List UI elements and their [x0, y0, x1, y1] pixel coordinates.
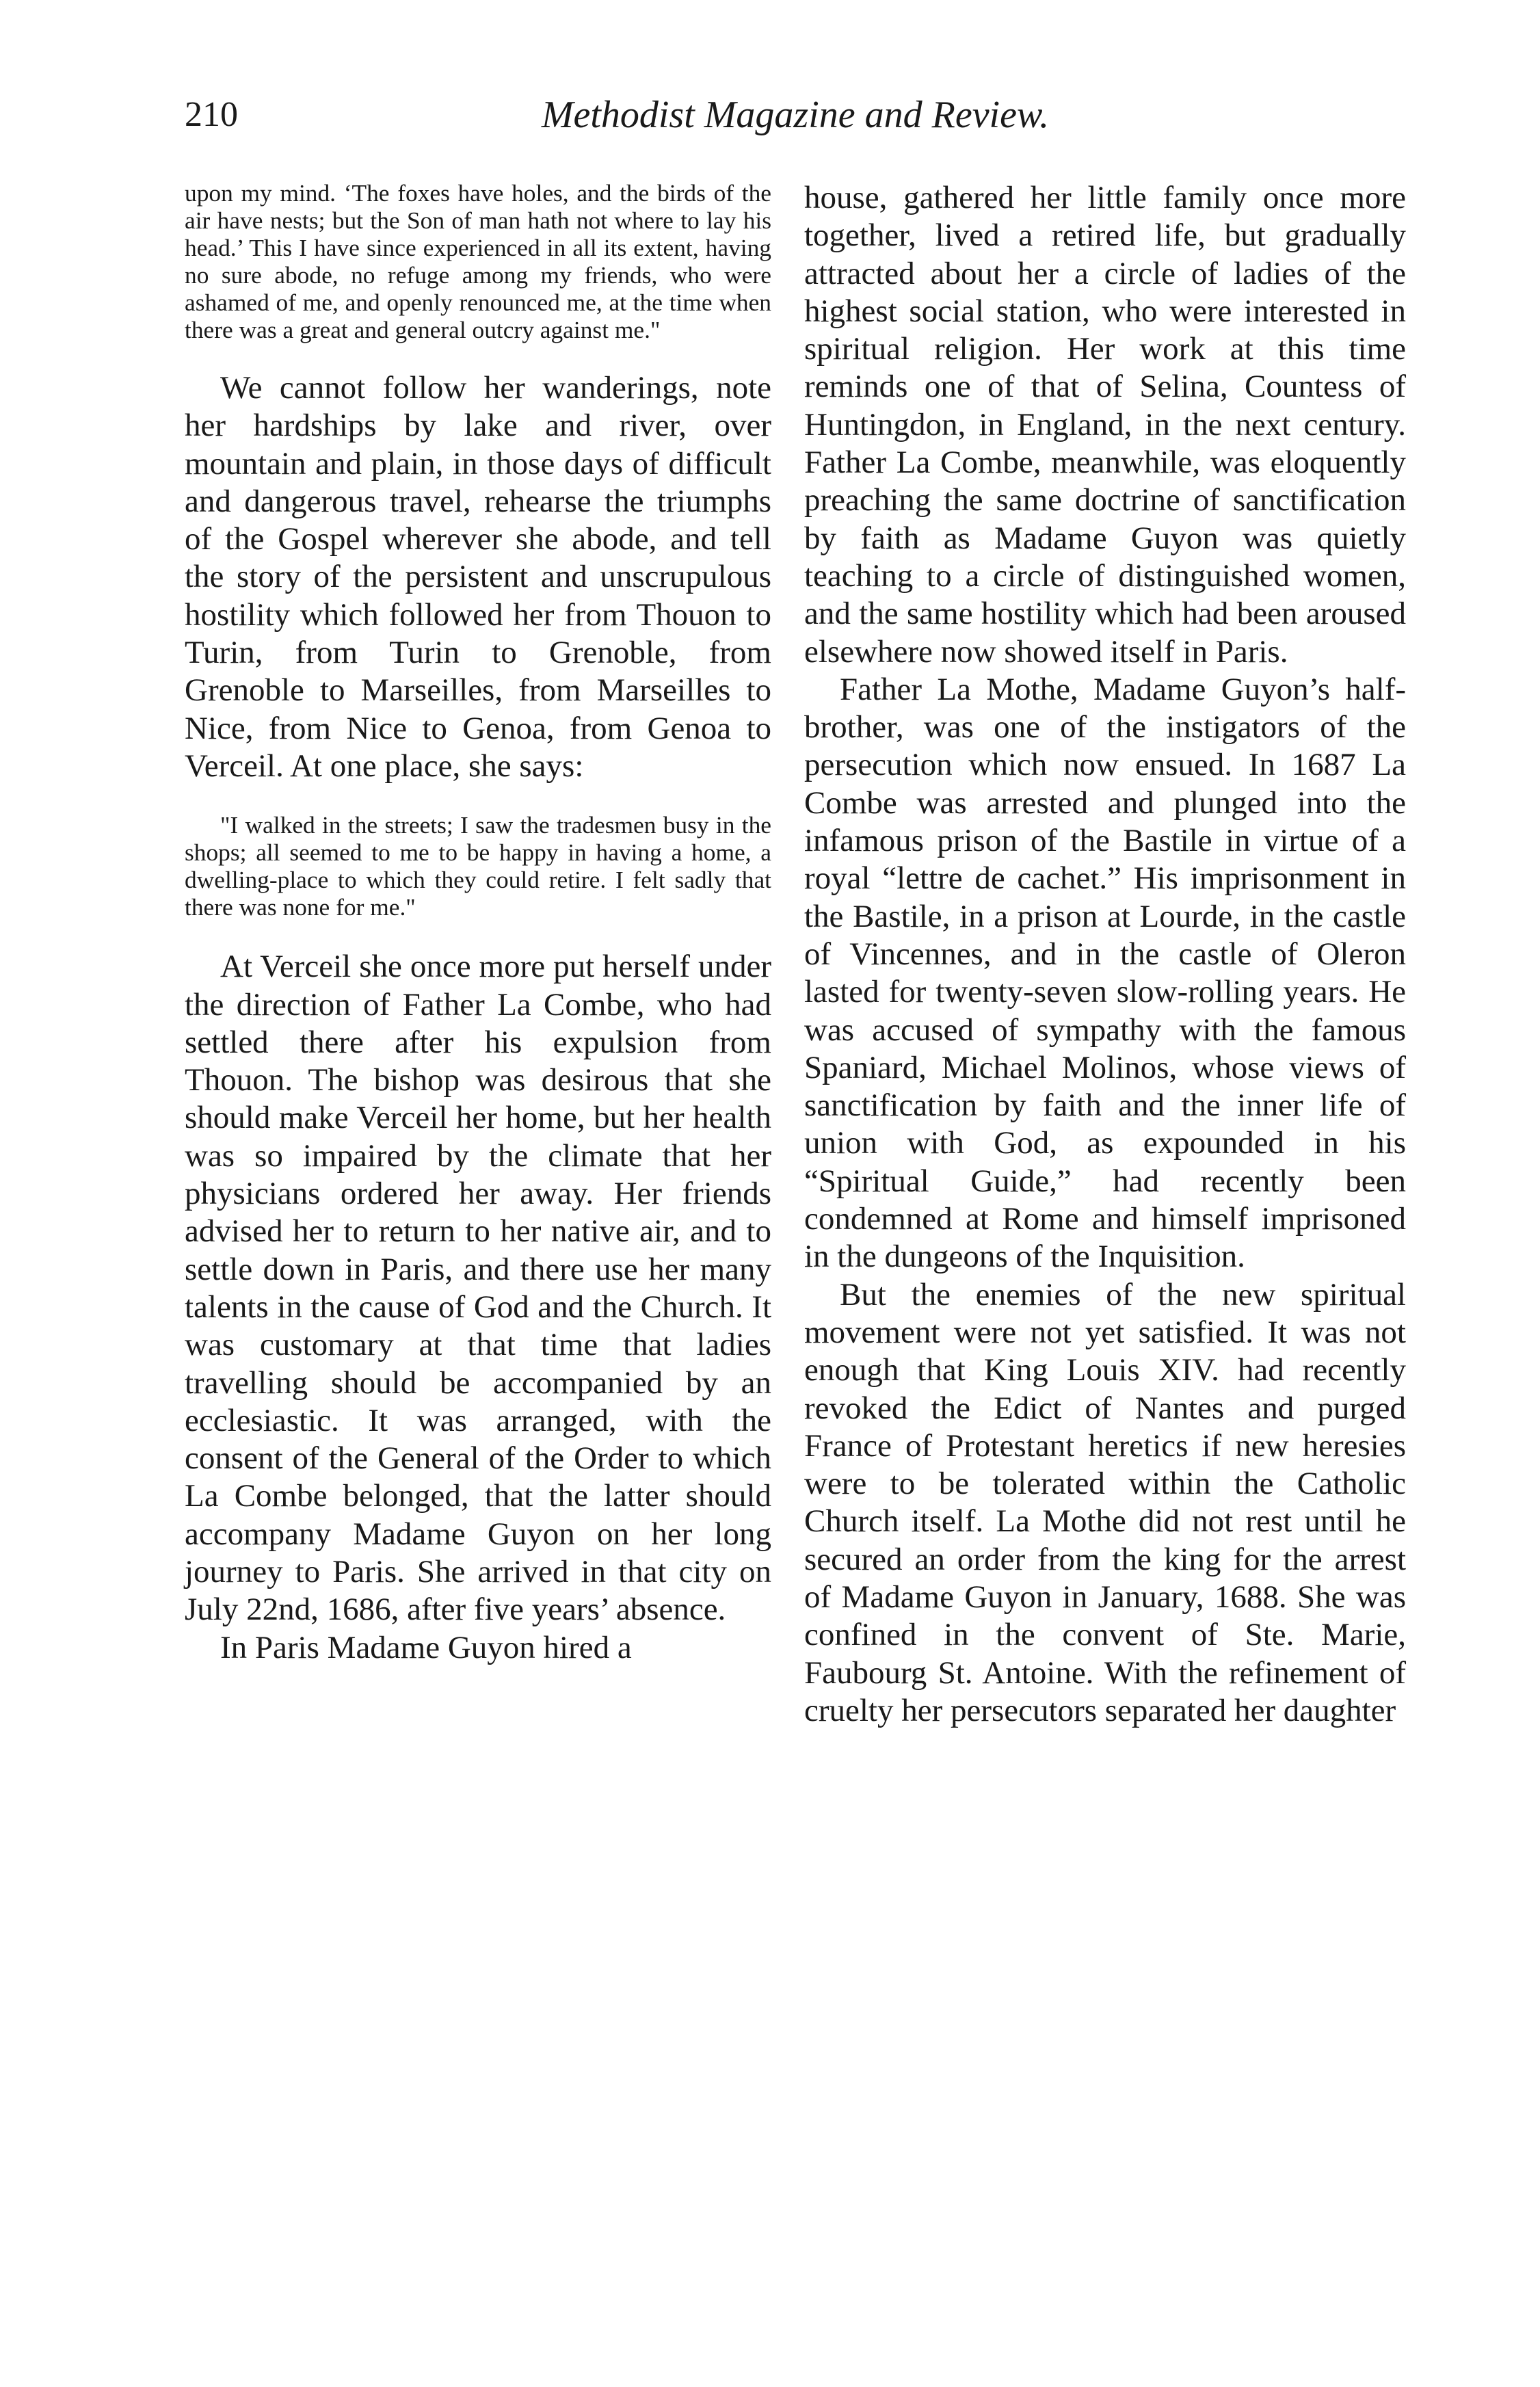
right-column	[804, 179, 1406, 1730]
paragraph: Father La Mothe, Madame Guyon’s half-brother, was one of the instigators of the persecution which now ensued. In 1687 La Combe was arrested and plunged into the infamous prison of the Bastile in virtue of a royal “lettre de cachet.” His imprisonment in the Bastile, in a prison at Lourde, in the castle of Vincennes, and in the castle of Oleron lasted for twenty-seven slow-rolling years. He was accused of sympathy with the famous Spaniard, Michael Molinos, whose views of sanctification by faith and the inner life of union with God, as expounded in his “Spiritual Guide,” had recently been condemned at Rome and himself imprisoned in the dungeons of the Inquisition.	[804, 671, 1406, 1275]
left-column	[185, 179, 771, 1667]
paragraph: But the enemies of the new spiritual movement were not yet satisfied. It was not enough that King Louis XIV. had recently revoked the Edict of Nantes and purged France of Protestant heretics if new heresies were to be tolerated within the Catholic Church itself. La Mothe did not rest until he secured an order from the king for the arrest of Madame Guyon in January, 1688. She was confined in the convent of Ste. Marie, Faubourg St. Antoine. With the refinement of cruelty her persecutors separated her daughter	[804, 1276, 1406, 1728]
paragraph: At Verceil she once more put herself under the direction of Father La Combe, who had settled there after his expulsion from Thouon. The bishop was desirous that she should make Verceil her home, but her health was so impaired by the climate that her physicians ordered her away. Her friends advised her to return to her native air, and to settle down in Paris, and there use her many talents in the cause of God and the Church. It was customary at that time that ladies travelling should be accompanied by an ecclesiastic. It was arranged, with the consent of the General of the Order to which La Combe belonged, that the latter should accompany Madame Guyon on her long journey to Paris. She arrived in that city on July 22nd, 1686, after five years’ absence.	[185, 949, 771, 1628]
paragraph: In Paris Madame Guyon hired a	[220, 1629, 632, 1665]
paragraph: We cannot follow her wanderings, note her hardships by lake and river, over mountain and plain, in those days of difficult and dangerous travel, rehearse the triumphs of the Gospel wherever she abode, and tell the story of the persistent and unscrupulous hostility which followed her from Thouon to Turin, from Turin to Grenoble, from Grenoble to Marseilles, from Marseilles to Nice, from Nice to Genoa, from Genoa to Verceil. At one place, she says:	[185, 370, 771, 784]
page-header	[185, 88, 1406, 142]
page-number: 210	[185, 95, 238, 134]
running-title: Methodist Magazine and Review.	[541, 94, 1050, 136]
block-quote: "I walked in the streets; I saw the tradesmen busy in the shops; all seemed to me to be happy in having a home, a dwelling-place to which they could retire. I felt sadly that there was none for me."	[185, 811, 771, 921]
paragraph: house, gathered her little family once more together, lived a retired life, but gradually attracted about her a circle of ladies of the highest social station, who were interested in spiritual religion. Her work at this time reminds one of that of Selina, Countess of Huntingdon, in England, in the next century. Father La Combe, meanwhile, was eloquently preaching the same doctrine of sanctification by faith as Madame Guyon was quietly teaching to a circle of distinguished women, and the same hostility which had been aroused elsewhere now showed itself in Paris.	[804, 180, 1406, 670]
quote-continuation: upon my mind. ‘The foxes have holes, and the birds of the air have nests; but the Son of man hath not where to lay his head.’ This I have since experienced in all its extent, having no sure abode, no refuge among my friends, who were ashamed of me, and openly renounced me, at the time when there was a great and general outcry against me."	[185, 179, 771, 343]
